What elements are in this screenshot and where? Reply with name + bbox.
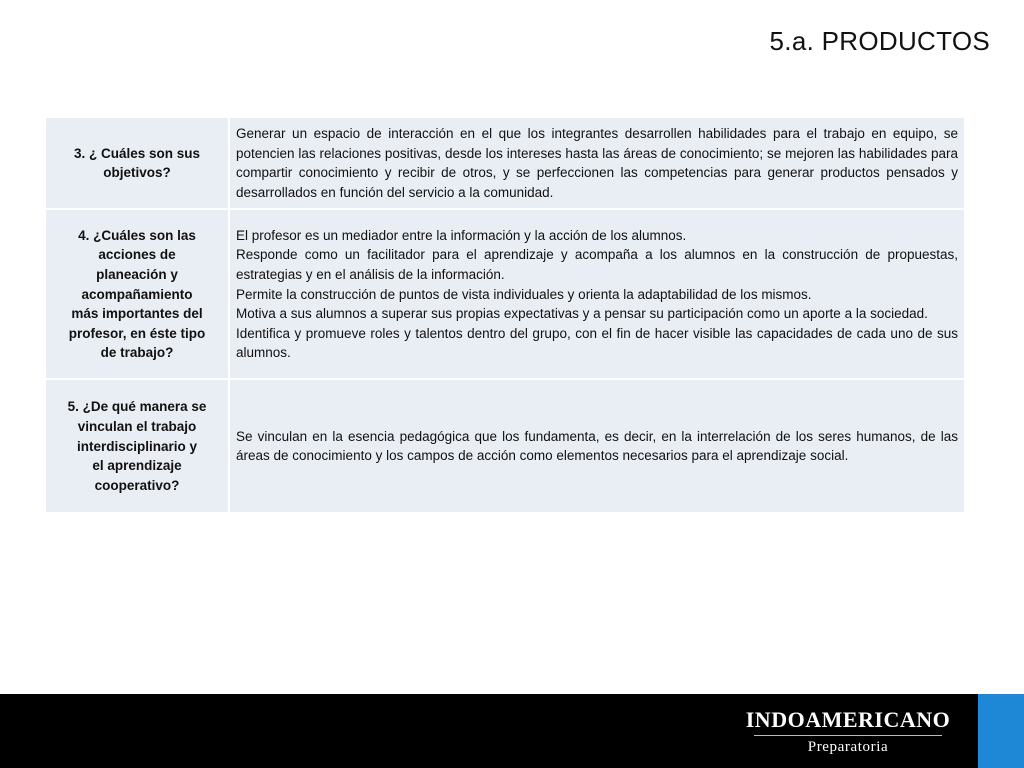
answer-paragraph: Generar un espacio de interacción en el que los integrantes desarrollen habilidades para el trabajo en equipo, se potencien las relaciones positivas, desde los intereses hasta las áreas de conocimiento; se mejoren las habilidades para compartir conocimiento y recibir de otros, y se perfeccionen las competencias para generar productos pensados y desarrollados en función del servicio a la comunidad. [236, 126, 958, 200]
qa-table [44, 116, 966, 514]
slide-title: 5.a. PRODUCTOS [769, 26, 990, 56]
question-cell: 5. ¿De qué manera se vinculan el trabajo interdisciplinario y el aprendizaje cooperativo? [45, 379, 229, 513]
institution-logo [742, 708, 954, 756]
answer-paragraph: Se vinculan en la esencia pedagógica que los fundamenta, es decir, en la interrelación de los seres humanos, de las áreas de conocimiento y los campos de acción como elementos necesarios para el aprendizaje social. [236, 428, 958, 464]
answer-paragraph: Identifica y promueve roles y talentos dentro del grupo, con el fin de hacer visible las capacidades de cada uno de sus alumnos. [236, 325, 958, 361]
answer-paragraph: Permite la construcción de puntos de vista individuales y orienta la adaptabilidad de los mismos. [236, 286, 812, 302]
logo-wordmark: INDOAMERICANO [745, 707, 951, 732]
answer-paragraph: Responde como un facilitador para el aprendizaje y acompaña a los alumnos en la construcción de propuestas, estrategias y en el análisis de la información. [236, 247, 958, 282]
answer-cell [229, 117, 965, 209]
question-cell: 3. ¿ Cuáles son sus objetivos? [45, 117, 229, 209]
table-row [45, 117, 965, 209]
logo-divider [754, 735, 942, 736]
answer-paragraph: Motiva a sus alumnos a superar sus propias expectativas y a pensar su participación como un aporte a la sociedad. [236, 306, 928, 322]
answer-paragraph: El profesor es un mediador entre la información y la acción de los alumnos. [236, 227, 687, 243]
table-row [45, 209, 965, 379]
table-row [45, 379, 965, 513]
logo-subtitle: Preparatoria [807, 739, 889, 755]
footer-accent-block [978, 694, 1024, 768]
answer-cell [229, 379, 965, 513]
answer-cell [229, 209, 965, 379]
footer-bar [0, 694, 1024, 768]
question-cell: 4. ¿Cuáles son las acciones de planeación y acompañamiento más importantes del profesor, en éste tipo de trabajo? [45, 209, 229, 379]
